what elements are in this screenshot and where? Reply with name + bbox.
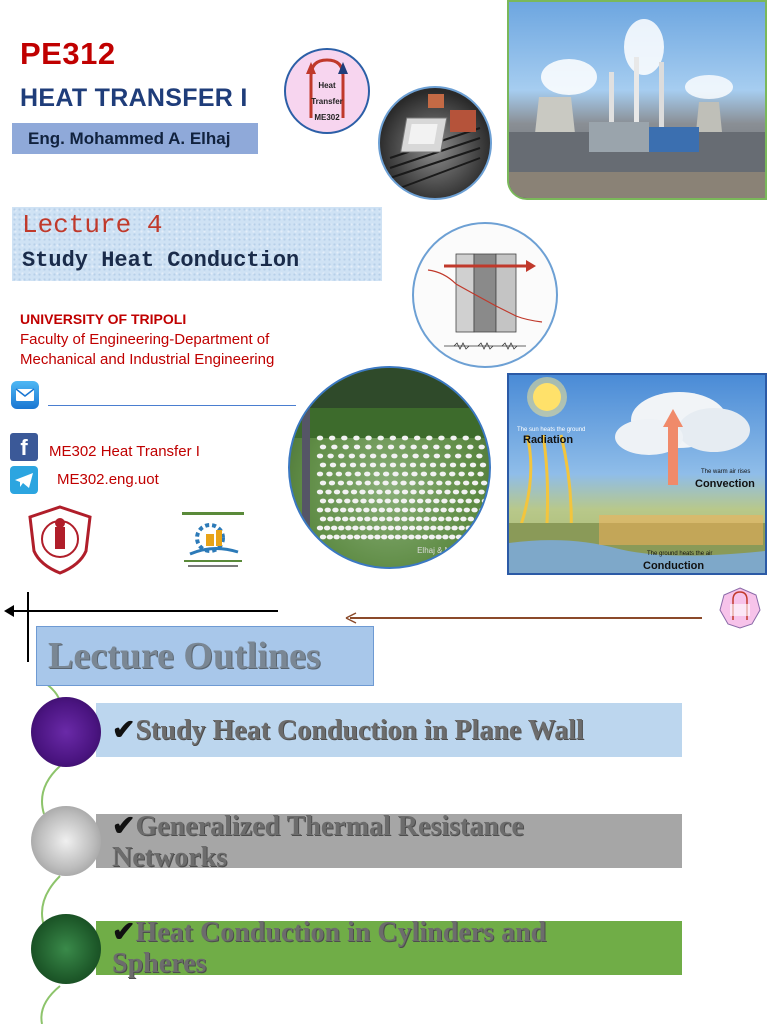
mirror-dot [364,517,370,522]
mirror-dot [357,517,363,522]
convection-label: Convection [695,478,755,490]
mirror-dot [475,517,481,522]
mirror-dot [483,535,489,540]
mirror-dot [458,472,464,477]
mirror-dot [460,517,466,522]
mirror-dot [449,535,455,540]
outline-item-1 [112,715,584,746]
mirror-dot [400,481,406,486]
mirror-dot [363,508,369,513]
mirror-dot [360,499,366,504]
conduction-label: Conduction [643,560,705,572]
facebook-icon[interactable]: f [10,433,38,461]
outline-item-2-line2: Networks [112,842,228,873]
mirror-dot [445,481,451,486]
mirror-dot [360,463,366,468]
mirror-dot [320,481,326,486]
power-plant-photo [507,0,767,200]
mirror-dot [394,517,400,522]
mirror-dot [336,472,342,477]
mirror-dot [474,499,480,504]
mirror-dot [450,463,456,468]
mirror-dot [401,535,407,540]
mirror-dot [352,526,358,531]
mirror-dot [317,526,323,531]
mirror-dot [320,445,326,450]
mirror-dot [482,517,488,522]
mirror-dot [388,535,394,540]
check-icon: ✔ [112,917,136,948]
mirror-dot [469,535,475,540]
mirror-dot [472,481,478,486]
outline-bullet-3 [31,914,101,984]
mirror-dot [418,481,424,486]
mirror-dot [470,490,476,495]
mirror-dot [333,535,339,540]
mirror-dot [371,508,377,513]
mirror-dot [456,508,462,513]
mirror-dot [436,481,442,486]
mirror-dot [409,526,415,531]
mirror-dot [395,526,401,531]
connector-line [350,617,702,619]
mirror-dot [361,535,367,540]
mirror-dot [479,508,485,513]
mirror-dot [410,490,416,495]
mirror-dot [385,499,391,504]
mirror-dot [335,517,341,522]
mirror-dot [410,445,416,450]
mirror-dot [471,508,477,513]
mirror-dot [376,490,382,495]
mirror-dot [376,499,382,504]
mirror-dot [466,526,472,531]
mirror-dot [402,508,408,513]
lecture-number: Lecture 4 [22,210,163,240]
mirror-dot [355,472,361,477]
mirror-dot [373,472,379,477]
mirror-dot [348,508,354,513]
mirror-dot [331,526,337,531]
mirror-dot [419,490,425,495]
mirror-dot [372,517,378,522]
mirror-dot [410,508,416,513]
mirror-dot [468,472,474,477]
outline-item-3-line1: Heat Conduction in Cylinders and [135,917,547,948]
university-logo [24,503,96,575]
mirror-dot [470,463,476,468]
mirror-dot [441,499,447,504]
mirror-dot [480,463,486,468]
mirror-dot [349,517,355,522]
mirror-dot [468,517,474,522]
badge-line2: Transfer [311,97,343,106]
mirror-dot [367,535,373,540]
mirror-dot [370,454,376,459]
mirror-dot [402,490,408,495]
mirror-dot [450,436,456,441]
mirror-dot [365,436,371,441]
mirror-dot [456,445,462,450]
mirror-dot [394,508,400,513]
cpu-heatsink-photo [378,86,492,200]
mirror-dot [416,517,422,522]
mirror-dot [340,508,346,513]
mirror-dot [400,463,406,468]
mirror-dot [399,445,405,450]
mirror-dot [344,499,350,504]
facebook-page-link[interactable]: ME302 Heat Transfer I [49,443,200,460]
mirror-dot [423,454,429,459]
mirror-dot [444,490,450,495]
mirror-dot [414,436,420,441]
mirror-dot [411,472,417,477]
mirror-dot [381,454,387,459]
mirror-dot [327,454,333,459]
mirror-dot [320,517,326,522]
mirror-dot [391,454,397,459]
mirror-dot [444,445,450,450]
mirror-dot [440,508,446,513]
instructor-name: Eng. Mohammed A. Elhaj [12,123,258,154]
mirror-dot [317,472,323,477]
mirror-dot [430,526,436,531]
mirror-dot [444,454,450,459]
course-code: PE312 [20,36,116,71]
mirror-dot [454,481,460,486]
mirror-dot [365,481,371,486]
outline-item-2 [112,811,524,873]
mirror-dot [320,499,326,504]
mirror-dot [392,472,398,477]
mirror-dot [482,499,488,504]
university-name: UNIVERSITY OF TRIPOLI [20,311,187,327]
mirror-dot [402,472,408,477]
mirror-dot [453,517,459,522]
mirror-dot [435,535,441,540]
mirror-dot [388,445,394,450]
mirror-dot [378,436,384,441]
outline-item-1-text: Study Heat Conduction in Plane Wall [135,715,584,746]
mirror-dot [382,481,388,486]
mirror-dot [342,490,348,495]
mirror-dot [330,463,336,468]
mirror-dot [373,481,379,486]
mirror-dot [388,526,394,531]
mirror-dot [326,472,332,477]
mirror-dot [373,526,379,531]
radiation-caption: The sun heats the ground [517,427,586,433]
mirror-dot [359,454,365,459]
outline-item-2-line1: Generalized Thermal Resistance [135,811,524,842]
mirror-dot [467,445,473,450]
mirror-dot [429,535,435,540]
mirror-dot [420,463,426,468]
mirror-dot [354,445,360,450]
mirror-dot [359,490,365,495]
mirror-dot [455,454,461,459]
mirror-dot [463,481,469,486]
email-underline [48,405,296,406]
mirror-dot [463,436,469,441]
mirror-dot [409,499,415,504]
mirror-dot [461,490,467,495]
mirror-dot [374,535,380,540]
mirror-dot [352,499,358,504]
mirror-dot [481,481,487,486]
mirror-dot [427,481,433,486]
society-logo [176,508,250,572]
mirror-dot [338,526,344,531]
outline-title: Lecture Outlines [48,635,321,677]
mirror-dot [401,517,407,522]
lecture-topic: Study Heat Conduction [22,248,300,273]
mirror-dot [477,472,483,477]
mirror-dot [320,463,326,468]
heat-transfer-modes-illustration [507,373,767,575]
mirror-dot [350,463,356,468]
mirror-dot [385,490,391,495]
mirror-dot [379,508,385,513]
outline-item-3 [112,917,546,979]
conduction-caption: The ground heats the air [647,551,713,557]
mirror-dot [445,517,451,522]
mirror-dot [325,490,331,495]
mirror-dot [325,508,331,513]
mirror-dot [368,499,374,504]
mirror-dot [334,490,340,495]
mirror-dot [368,490,374,495]
mirror-dot [473,526,479,531]
mirror-dot [402,454,408,459]
mirror-dot [448,508,454,513]
mirror-dot [440,472,446,477]
mirror-dot [317,508,323,513]
mirror-dot [391,481,397,486]
mirror-dot [390,436,396,441]
mirror-dot [430,463,436,468]
mirror-dot [449,499,455,504]
radiation-label: Radiation [523,434,574,446]
mirror-dot [438,517,444,522]
mirror-dot [381,526,387,531]
mirror-dot [402,526,408,531]
mirror-dot [376,445,382,450]
badge-line3: ME302 [314,113,340,122]
mirror-dot [364,472,370,477]
mirror-dot [463,535,469,540]
mirror-dot [417,499,423,504]
mirror-dot [464,508,470,513]
mirror-dot [402,436,408,441]
check-icon: ✔ [112,715,136,746]
telegram-icon[interactable] [10,466,38,494]
mirror-dot [393,499,399,504]
mirror-dot [444,526,450,531]
mirror-dot [440,463,446,468]
mirror-dot [342,445,348,450]
arrow-left-icon [344,611,358,625]
mirror-dot [347,535,353,540]
mirror-dot [317,454,323,459]
mirror-dot [410,463,416,468]
mirror-dot [356,481,362,486]
mirror-dot [351,490,357,495]
mirror-dot [383,472,389,477]
badge-line1: Heat [318,81,336,90]
mirror-dot [408,517,414,522]
solar-mirror-field-photo [288,366,491,569]
mirror-dot [329,436,335,441]
mirror-dot [417,508,423,513]
mirror-dot [423,526,429,531]
mirror-dot [466,499,472,504]
mirror-dot [438,436,444,441]
mirror-dot [340,535,346,540]
mirror-dot [430,472,436,477]
telegram-channel-link[interactable]: ME302.eng.uot [57,471,159,488]
mirror-dot [342,517,348,522]
plane-wall-diagram [412,222,558,368]
mirror-dot [353,436,359,441]
mirror-dot [324,526,330,531]
mirror-dot [433,445,439,450]
mirror-dot [341,436,347,441]
mirror-dot [327,517,333,522]
outline-bullet-2 [31,806,101,876]
outline-item-3-line2: Spheres [112,948,207,979]
mirror-dot [422,535,428,540]
email-icon[interactable] [11,381,39,409]
mirror-dot [423,517,429,522]
heat-transfer-small-badge [718,586,762,630]
mirror-dot [409,481,415,486]
mirror-dot [437,526,443,531]
mirror-dot [331,445,337,450]
mirror-dot [425,508,431,513]
mirror-dot [431,517,437,522]
mirror-dot [476,454,482,459]
mirror-dot [345,526,351,531]
mirror-dot [329,481,335,486]
mirror-dot [390,463,396,468]
mirror-dot [475,436,481,441]
mirror-dot [466,454,472,459]
faculty-line1: Faculty of Engineering-Department of [20,331,270,348]
mirror-dot [338,481,344,486]
mirror-dot [386,517,392,522]
mirror-dot [395,535,401,540]
mirror-dot [433,508,439,513]
mirror-dot [349,454,355,459]
mirror-dot [370,463,376,468]
left-arrow-icon [2,603,16,619]
mirror-dot [317,436,323,441]
mirror-dot [366,526,372,531]
mirror-dot [328,499,334,504]
horizontal-rule [6,610,278,612]
mirror-dot [453,490,459,495]
mirror-dot [412,454,418,459]
mirror-dot [359,526,365,531]
mirror-dot [426,436,432,441]
mirror-dot [442,535,448,540]
mirror-dot [476,535,482,540]
mirror-dot [354,535,360,540]
mirror-dot [433,499,439,504]
course-title: HEAT TRANSFER I [20,84,248,112]
mirror-dot [457,499,463,504]
heat-transfer-badge [284,48,370,134]
mirror-dot [421,472,427,477]
heat-transfer-badge-graphic [286,50,368,132]
mirror-dot [436,490,442,495]
mirror-dot [408,535,414,540]
mirror-dot [365,445,371,450]
mirror-dot [347,481,353,486]
mirror-dot [332,508,338,513]
mirror-dot [355,508,361,513]
mirror-dot [340,463,346,468]
faculty-department [20,330,320,370]
photo-credit: Elhaj & Nass [417,546,463,555]
mirror-dot [427,490,433,495]
mirror-dot [458,526,464,531]
vertical-rule [27,592,29,662]
outline-bullet-1 [31,697,101,767]
mirror-dot [449,472,455,477]
mirror-dot [478,445,484,450]
mirror-dot [415,535,421,540]
mirror-dot [478,490,484,495]
mirror-dot [338,454,344,459]
mirror-dot [422,445,428,450]
mirror-dot [345,472,351,477]
mirror-dot [317,490,323,495]
mirror-dot [434,454,440,459]
mirror-dot [460,463,466,468]
convection-caption: The warm air rises [701,469,751,475]
mirror-dot [480,526,486,531]
mirror-dot [336,499,342,504]
mirror-dot [451,526,457,531]
mirror-dot [456,535,462,540]
mirror-dot [393,490,399,495]
mirror-dot [386,508,392,513]
mirror-dot [320,535,326,540]
mirror-dot [401,499,407,504]
mirror-dot [327,535,333,540]
faculty-line2: Mechanical and Industrial Engineering [20,351,275,368]
check-icon: ✔ [112,811,136,842]
mirror-dot [425,499,431,504]
mirror-dot [381,535,387,540]
mirror-dot [379,517,385,522]
mirror-dot [416,526,422,531]
mirror-dot [380,463,386,468]
